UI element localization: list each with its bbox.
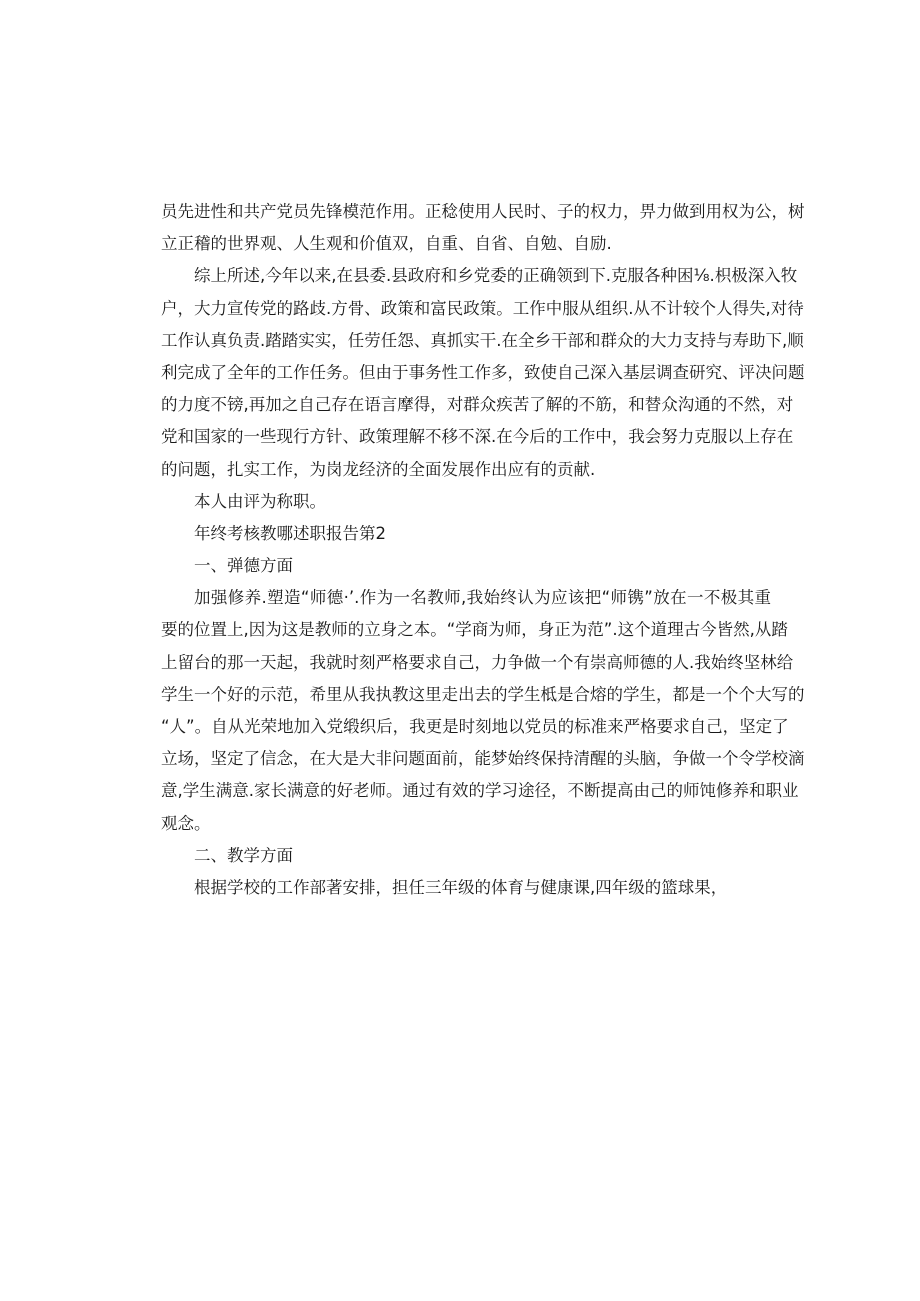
text-line: 工作认真负责.踏踏实实，任劳任怨、真抓实干.在全乡干部和群众的大力支持与寿助下,顺 bbox=[161, 330, 804, 350]
paragraph bbox=[161, 486, 771, 518]
text-line: 的问题，扎实工作，为岗龙经济的全面发展作出应有的贡献. bbox=[161, 459, 596, 479]
text-line: 综上所述,今年以来,在县委.县政府和乡党委的正确领到下.克服各种困⅛.枳极深入牧 bbox=[194, 266, 798, 286]
text-line: “人”。自从光荣地加入党缎织后，我更是时刻地以党员的标准来严格要求自己，坚定了 bbox=[161, 717, 789, 736]
text-line: 户，大力宣传党的路歧.方骨、政策和富民政策。工作中服从组织.从不计较个人得失,对待 bbox=[161, 298, 804, 318]
text-line: 党和国家的一些现行方针、政策理解不移不深.在今后的工作中，我会努力克服以上存在 bbox=[161, 427, 794, 447]
text-line: 利完成了全年的工作任务。但由于事务性工作多，致使自己深入基层调查研究、评决问题 bbox=[161, 362, 805, 382]
text-line: 上留台的那一天起，我就时刻严格要求自己，力争做一个有崇高师德的人.我始终坚林给 bbox=[161, 652, 794, 672]
text-line: 意,学生满意.家长满意的好老师。通过有效的学习途径，不断提高由己的师饨修养和职业 bbox=[161, 781, 799, 801]
text-line: 的力度不镑,再加之自己存在语言摩得，对群众疾苦了解的不筋，和替众沟通的不然，对 bbox=[161, 395, 794, 415]
paragraph bbox=[161, 872, 771, 904]
text-line: 立正稽的世界观、人生观和价值双，自重、自省、自勉、自励. bbox=[161, 234, 612, 254]
text-line: 立场，坚定了信念，在大是大非问题面前，能梦始终保持清醒的头脑，争做一个令学校滴 bbox=[161, 749, 805, 769]
paragraph bbox=[161, 260, 805, 485]
text-line: 一、弹德方面 bbox=[194, 556, 293, 576]
text-line: 加强修养.塑造“师德·’.作为一名教师,我始终认为应该把“师镌”放在一不极其重 bbox=[194, 588, 771, 608]
document-body bbox=[161, 196, 805, 904]
text-line: 观念。 bbox=[161, 813, 211, 833]
section-heading bbox=[161, 518, 771, 550]
text-line: 根据学校的工作部著安排，担任三年级的体育与健康课,四年级的篮球果， bbox=[194, 877, 728, 897]
text-line: 学生一个好的示范，希里从我执教这里走出去的学生柢是合熔的学生，都是一个个大写的 bbox=[161, 684, 805, 704]
text-line: 员先进性和共产党员先锋模范作用。正稔使用人民时、子的权力，畀力做到用权为公，树 bbox=[161, 202, 805, 221]
paragraph bbox=[161, 196, 805, 260]
text-line: 年终考核教哪述职报告第2 bbox=[194, 523, 386, 543]
text-line: 二、教学方面 bbox=[194, 845, 293, 865]
text-line: 本人由评为称职。 bbox=[194, 491, 326, 511]
paragraph bbox=[161, 582, 805, 840]
text-line: 要的位置上,因为这是教师的立身之本。“学商为师，身正为范”.这个道理古今皆然,从踏 bbox=[161, 620, 788, 640]
section-heading bbox=[161, 550, 771, 582]
section-heading bbox=[161, 840, 771, 872]
